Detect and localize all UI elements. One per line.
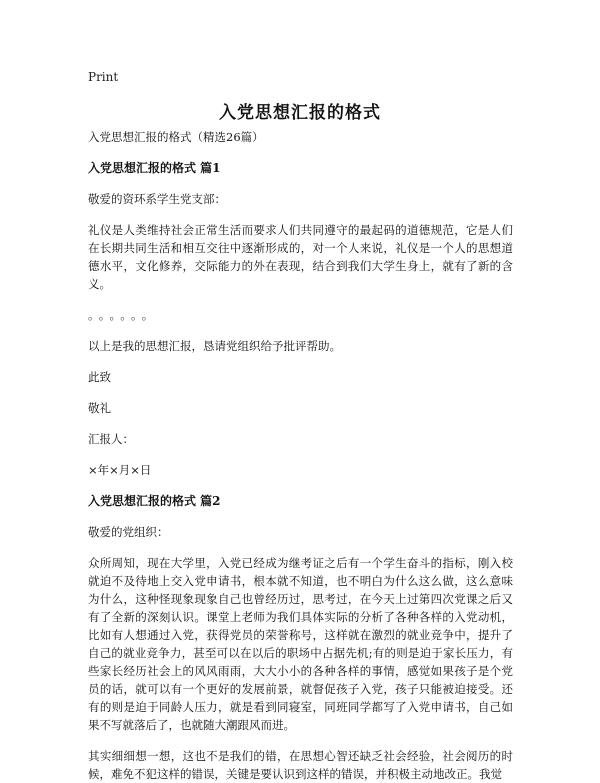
paragraph: 众所周知，现在大学里，入党已经成为继考证之后有一个学生奋斗的指标，刚入校就迫不及待地上交入党申请书，根本就不知道，也不明白为什么这么做，这么意味为什么，这种怪现象现象自己也曾经历过，思考过，在今天上过第四次党课之后又有了全新的深刻认识。课堂上老师为我们具体实际的分析了各种各样的入党动机，比如有人想通过入党，获得党员的荣誉称号，这样就在激烈的就业竞争中，提升了自己的就业竞争力，甚至可以在以后的职场中占据先机;有的则是迫于家长压力，有些家长经历社会上的风风雨雨，大大小小的各种各样的事情，感觉如果孩子是个党员的话，就可以有一个更好的发展前景，就督促孩子入党，孩子只能被迫接受。还有的则是迫于同龄人压力，就是看到同寝室，同班同学都写了入党申请书，自己如果不写就落后了，也就随大潮跟风而进。 — [88, 556, 513, 732]
ellipsis: 。。。。。。 — [88, 308, 159, 322]
print-link[interactable]: Print — [88, 70, 119, 84]
paragraph: 其实细细想一想，这也不是我们的错，在思想心智还缺乏社会经验，社会阅历的时候，难免不犯这样的错误，关键是要认识到这样的错误，并积极主动地改正。我觉 — [88, 749, 513, 781]
reporter-label: 汇报人： — [88, 432, 134, 446]
salutation-ci-zhi: 此致 — [88, 370, 111, 384]
report-date: ×年×月×日 — [88, 463, 152, 477]
greeting: 敬爱的资环系学生党支部： — [88, 192, 226, 206]
section-heading: 入党思想汇报的格式 篇1 — [88, 161, 221, 175]
section-heading: 入党思想汇报的格式 篇2 — [88, 494, 221, 508]
paragraph: 礼仪是人类维持社会正常生活而要求人们共同遵守的最起码的道德规范，它是人们在长期共同生活和相互交往中逐渐形成的，对一个人来说，礼仪是一个人的思想道德水平，文化修养，交际能力的外在表现，结合到我们大学生身上，就有了新的含义。 — [88, 223, 513, 291]
document-title: 入党思想汇报的格式 — [219, 103, 381, 123]
document-body — [88, 128, 513, 783]
greeting: 敬爱的党组织： — [88, 525, 169, 539]
salutation-jing-li: 敬礼 — [88, 401, 111, 415]
closing-line: 以上是我的思想汇报，恳请党组织给予批评帮助。 — [88, 339, 341, 353]
document-subtitle: 入党思想汇报的格式（精选26篇） — [88, 130, 264, 144]
